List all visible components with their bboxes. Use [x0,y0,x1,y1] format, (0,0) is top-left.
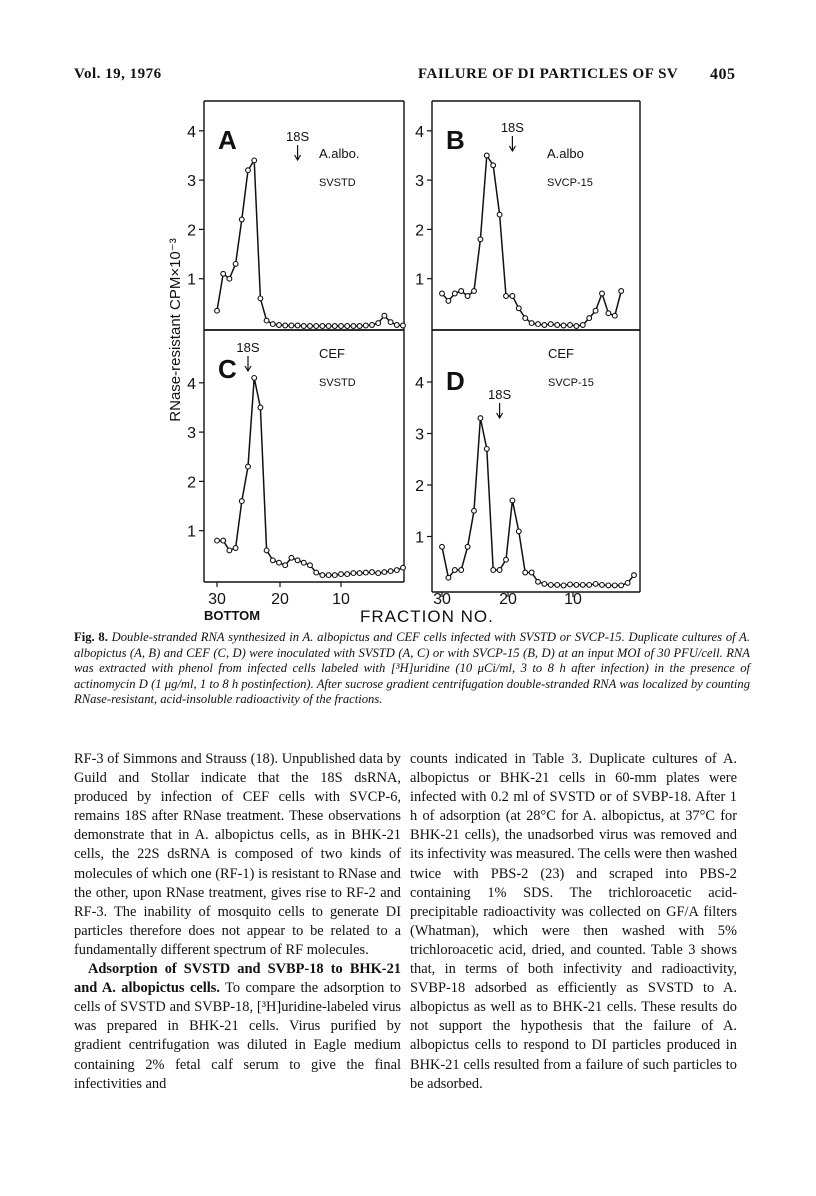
panel-a-data-point [351,324,356,329]
panel-c-data-point [351,571,356,576]
panel-d-data-point [580,583,585,588]
panel-c-data-point [252,376,257,381]
panel-d-data-point [465,544,470,549]
right-column [410,750,737,1094]
panel-c-data-point [376,571,381,576]
panel-d-data-point [484,447,489,452]
panel-c-data-point [239,499,244,504]
panel-a-data-point [301,324,306,329]
running-head-volume: Vol. 19, 1976 [74,66,162,82]
panel-b-data-point [593,308,598,313]
panel-d-data-point [612,583,617,588]
panel-d-data-point [632,573,637,578]
panel-b-letter: B [446,125,465,155]
panel-c-data-point [233,546,238,551]
panel-d-data-point [491,568,496,573]
panel-a-data-point [376,321,381,326]
panel-a-data-point [314,324,319,329]
panel-d-series-line [442,418,634,585]
x-tick-label: 10 [332,591,350,608]
x-tick-label: 20 [499,591,517,608]
panel-d-data-point [504,557,509,562]
figure-caption [74,630,750,708]
panel-a-data-point [382,313,387,318]
panel-a-data-point [283,323,288,328]
x-axis-label: FRACTION NO. [360,607,494,625]
panel-a-data-point [227,276,232,281]
panel-a-cell-label: A.albo. [319,146,360,161]
panel-d-data-point [561,583,566,588]
panel-b-data-point [568,323,573,328]
panel-c-data-point [363,570,368,575]
panel-d-y-tick-label: 3 [415,426,424,444]
panel-b-data-point [561,323,566,328]
panel-c-data-point [308,563,313,568]
x-tick-label: 10 [564,591,582,608]
panel-c-data-point [339,572,344,577]
panel-a-data-point [339,324,344,329]
panel-b-data-point [452,291,457,296]
panel-a-data-point [277,323,282,328]
panel-b-data-point [472,289,477,294]
panel-c-data-point [221,538,226,543]
panel-c-data-point [289,555,294,560]
panel-c-data-point [320,573,325,578]
panel-d-data-point [619,583,624,588]
panel-b-data-point [491,163,496,168]
panel-b-data-point [510,294,515,299]
caption-text: Double-stranded RNA synthesized in A. albopictus and CEF cells infected with SVSTD or SVCP-15. Duplicate cultures of A. albopictus (A, B) and CEF (C, D) were inoculated with SVSTD (A, C) or with SVCP-15 (B, D) at an input MOI of 30 PFU/cell. RNA was extracted with phenol from infected cells labeled with [³H]uridine (10 μCi/ml, 3 to 8 h after infection) in the presence of actinomycin D (1 μg/ml, 1 to 8 h postinfection). After sucrose gradient centrifugation double-stranded RNA was localized by counting RNase-resistant, acid-insoluble radioactivity of the fractions. [74,630,750,707]
panel-b-data-point [497,212,502,217]
panel-c-data-point [388,569,393,574]
panel-d-data-point [516,529,521,534]
panel-c-data-point [382,570,387,575]
panel-a-data-point [239,217,244,222]
panel-a-data-point [233,262,238,267]
x-tick-label: 20 [271,591,289,608]
panel-d-data-point [600,583,605,588]
panel-a-data-point [332,324,337,329]
panel-b-data-point [580,323,585,328]
panel-d-data-point [587,583,592,588]
panel-b-y-tick-label: 1 [415,271,424,289]
panel-b-data-point [600,291,605,296]
panel-d-data-point [542,582,547,587]
panel-d-data-point [478,416,483,421]
panel-a-data-point [363,323,368,328]
panel-d-data-point [529,570,534,575]
panel-c-series-line [217,378,403,575]
panel-d-data-point [459,568,464,573]
panel-d-data-point [497,568,502,573]
panel-c-data-point [277,560,282,565]
panel-a-y-tick-label: 1 [187,271,196,289]
panel-d-data-point [574,583,579,588]
panel-a-data-point [345,324,350,329]
panel-c-data-point [215,538,220,543]
panel-d-data-point [446,575,451,580]
panel-d-data-point [606,583,611,588]
panel-b-data-point [478,237,483,242]
panel-a-data-point [326,324,331,329]
panel-d-y-tick-label: 2 [415,478,424,495]
panel-a-data-point [295,323,300,328]
left-paragraph-2: To compare the adsorption to cells of SVSTD and SVBP-18, [³H]uridine-labeled virus was prepared in BHK-21 cells. Virus purified by gradient centrifugation was diluted in Eagle medium containing 2% fetal calf serum to give the final infectivities and [74,980,401,1092]
panel-a-data-point [270,322,275,327]
panel-a-letter: A [218,125,237,155]
panel-b-series-line [442,156,621,327]
panel-b-data-point [446,299,451,304]
panel-c-data-point [326,573,331,578]
panel-c-data-point [258,405,263,410]
left-column [74,750,401,1094]
x-tick-label: 30 [433,591,451,608]
panel-b-y-tick-label: 2 [415,222,424,240]
panel-c-data-point [227,548,232,553]
panel-b-data-point [504,294,509,299]
panel-a-y-tick-label: 4 [187,123,196,141]
panel-a-y-tick-label: 2 [187,222,196,240]
panel-b-data-point [548,322,553,327]
panel-b-y-tick-label: 4 [415,123,424,141]
panel-a-virus-label: SVSTD [319,177,356,189]
bottom-label: BOTTOM [204,608,261,623]
panel-d-data-point [440,544,445,549]
panel-a-data-point [401,323,406,328]
panel-a-data-point [258,296,263,301]
panel-a-data-point [246,168,251,173]
panel-b-data-point [574,324,579,329]
caption-label: Fig. 8. [74,630,108,644]
panel-c-data-point [394,568,399,573]
panel-d-y-tick-label: 4 [415,375,424,392]
panel-c-data-point [370,570,375,575]
panel-a-data-point [388,320,393,325]
panel-b-data-point [612,313,617,318]
panel-c-data-point [401,565,406,570]
panel-b-data-point [484,153,489,158]
panel-b-data-point [542,323,547,328]
panel-c-data-point [301,560,306,565]
panel-d-data-point [555,583,560,588]
panel-c-y-tick-label: 2 [187,474,196,492]
panel-d-data-point [472,508,477,513]
panel-b-data-point [536,322,541,327]
page-number: 405 [710,66,736,83]
panel-d-data-point [510,498,515,503]
panel-c-data-point [283,563,288,568]
panel-d-y-tick-label: 1 [415,529,424,547]
panel-c-cell-label: CEF [319,346,345,361]
panel-d-virus-label: SVCP-15 [548,377,594,389]
panel-a-y-tick-label: 3 [187,173,196,191]
panel-c-virus-label: SVSTD [319,377,356,389]
panel-d-data-point [548,583,553,588]
panel-a-data-point [320,324,325,329]
panel-b-data-point [523,316,528,321]
panel-b-virus-label: SVCP-15 [547,177,593,189]
panel-a-data-point [264,318,269,323]
right-paragraph-1: counts indicated in Table 3. Duplicate cultures of A. albopictus or BHK-21 cells in 60-mm plates were infected with 0.2 ml of SVSTD or of SVBP-18. After 1 h of adsorption (at 28°C for A. albopictus, at 37°C for BHK-21 cells), the unadsorbed virus was removed and its infectivity was measured. The cells were then washed twice with PBS-2 (23) and scraped into PBS-2 containing 1% SDS. The trichloroacetic acid-precipitable radioactivity was collected on GF/A filters (Whatman), which were then washed with 5% trichloroacetic acid, dried, and counted. Table 3 shows that, in terms of both infectivity and radioactivity, SVBP-18 adsorbed as efficiently as SVSTD to A. albopictus as well as to BHK-21 cells. These results do not support the hypothesis that the failure of A. albopictus cells to respond to DI particles produced in BHK-21 cells resulted from a failure of such particles to be adsorbed. [410,751,738,1092]
panel-c-data-point [295,558,300,563]
panel-c-letter: C [218,354,237,384]
panel-c-y-tick-label: 3 [187,425,196,443]
panel-d-data-point [536,579,541,584]
panel-c-data-point [332,573,337,578]
panel-c-data-point [270,558,275,563]
panel-d-data-point [568,582,573,587]
panel-c-y-tick-label: 1 [187,523,196,541]
panel-b-cell-label: A.albo [547,146,584,161]
panel-d-letter: D [446,366,465,396]
panel-d-cell-label: CEF [548,346,574,361]
panel-a-marker-label: 18S [286,129,310,144]
panel-d-marker-label: 18S [488,387,512,402]
panel-a-data-point [215,308,220,313]
panel-a-data-point [252,158,257,163]
left-paragraph-1: RF-3 of Simmons and Strauss (18). Unpublished data by Guild and Stollar indicate that the 18S dsRNA, produced by infection of CEF cells with SVCP-6, remains 18S after RNase treatment. These observations demonstrate that in A. albopictus cells, as in BHK-21 cells, the 22S dsRNA is composed of two kinds of molecules of which one (RF-1) is resistant to RNase and the other, upon RNase treatment, gives rise to RF-2 and RF-3. The inability of mosquito cells to generate DI particles therefore does not appear to be related to a fundamentally different spectrum of RF molecules. [74,751,401,958]
panel-a-data-point [289,323,294,328]
panel-c-data-point [357,571,362,576]
panel-d-data-point [593,582,598,587]
panel-a-data-point [394,323,399,328]
panel-d-data-point [452,568,457,573]
x-tick-label: 30 [208,591,226,608]
panel-b-data-point [529,321,534,326]
panel-b-data-point [459,289,464,294]
panel-b-data-point [465,294,470,299]
panel-a-data-point [221,271,226,276]
panel-d-data-point [523,570,528,575]
panel-b-marker-label: 18S [500,120,524,135]
y-axis-label: RNase-resistant CPM×10⁻³ [167,238,184,422]
panel-a-data-point [308,324,313,329]
panel-c-data-point [246,464,251,469]
panel-b-data-point [555,323,560,328]
panel-b-data-point [440,291,445,296]
panel-d-data-point [625,581,630,586]
running-head-title: FAILURE OF DI PARTICLES OF SV [418,66,679,82]
panel-a-data-point [370,323,375,328]
panel-a-data-point [357,324,362,329]
panel-a-series-line [217,160,403,326]
panel-b-data-point [587,316,592,321]
panel-c-marker-label: 18S [236,340,260,355]
panel-b-data-point [619,289,624,294]
panel-b-data-point [516,306,521,311]
panel-b-y-tick-label: 3 [415,173,424,191]
panel-c-data-point [345,572,350,577]
panel-c-y-tick-label: 4 [187,375,196,393]
section-heading: Adsorption of SVSTD and SVBP-18 to BHK-21 and A. albopictus cells. [74,961,401,997]
panel-c-data-point [314,570,319,575]
panel-b-data-point [606,311,611,316]
panel-c-data-point [264,548,269,553]
